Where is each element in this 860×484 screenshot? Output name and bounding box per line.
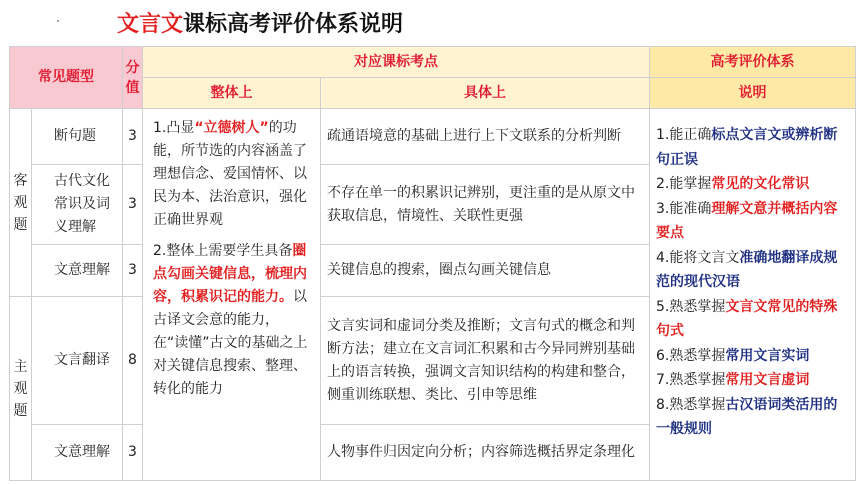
- score-cell: 3: [123, 245, 143, 297]
- header-explanation: 说明: [650, 78, 856, 109]
- score-cell: 3: [123, 425, 143, 481]
- score-cell: 8: [123, 297, 143, 425]
- question-type-cell: 古代文化常识及词义理解: [32, 165, 123, 245]
- header-overall: 整体上: [143, 78, 321, 109]
- header-evaluation: 高考评价体系: [650, 47, 856, 78]
- header-row: [10, 47, 856, 78]
- score-cell: 3: [123, 109, 143, 165]
- header-question-type: 常见题型: [10, 47, 123, 109]
- score-cell: 3: [123, 165, 143, 245]
- evaluation-item: 1.能正确标点文言文或辨析断句正误: [656, 127, 838, 168]
- overall-point-2: 2.整体上需要学生具备圈点勾画关键信息，梳理内容，积累识记的能力。以古译文会意的能力，在“读懂”古文的基础之上对关键信息搜索、整理、转化的能力: [153, 243, 308, 397]
- page-title: 文言文课标高考评价体系说明: [117, 12, 404, 37]
- evaluation-item: 2.能掌握常见的文化常识: [656, 176, 810, 192]
- overall-cell: [143, 109, 321, 481]
- evaluation-item: 8.熟悉掌握古汉语词类活用的一般规则: [656, 396, 838, 437]
- specific-cell: 关键信息的搜索，圈点勾画关键信息: [321, 245, 650, 297]
- question-type-cell: 断句题: [32, 109, 123, 165]
- header-specific: 具体上: [321, 78, 650, 109]
- evaluation-item: 4.能将文言文准确地翻译成规范的现代汉语: [656, 249, 838, 290]
- overall-point-1: 1.凸显“立德树人”的功能，所节选的内容涵盖了理想信念、爱国情怀、以民为本、法治意识，强化正确世界观: [153, 120, 307, 228]
- evaluation-item: 3.能准确理解文意并概括内容要点: [656, 200, 838, 241]
- evaluation-item: 7.熟悉掌握常用文言虚词: [656, 372, 810, 388]
- decorative-dot: [57, 20, 59, 22]
- evaluation-item: 5.熟悉掌握文言文常见的特殊句式: [656, 298, 838, 339]
- specific-cell: 文言实词和虚词分类及推断；文言句式的概念和判断方法；建立在文言词汇积累和古今异同辨别基础上的语言转换，强调文言知识结构的构建和整合，侧重训练联想、类比、引申等思维: [321, 297, 650, 425]
- category-objective: 客观题: [10, 109, 32, 297]
- table-row: [10, 109, 856, 165]
- category-subjective: 主观题: [10, 297, 32, 481]
- question-type-cell: 文意理解: [32, 245, 123, 297]
- header-score: 分值: [123, 47, 143, 109]
- specific-cell: 人物事件归因定向分析；内容筛选概括界定条理化: [321, 425, 650, 481]
- specific-cell: 不存在单一的积累识记辨别，更注重的是从原文中获取信息，情境性、关联性更强: [321, 165, 650, 245]
- evaluation-table: [9, 46, 856, 481]
- evaluation-item: 6.熟悉掌握常用文言实词: [656, 347, 810, 364]
- specific-cell: 疏通语境意的基础上进行上下文联系的分析判断: [321, 109, 650, 165]
- question-type-cell: 文意理解: [32, 425, 123, 481]
- evaluation-cell: [650, 109, 856, 481]
- header-curriculum: 对应课标考点: [143, 47, 650, 78]
- question-type-cell: 文言翻译: [32, 297, 123, 425]
